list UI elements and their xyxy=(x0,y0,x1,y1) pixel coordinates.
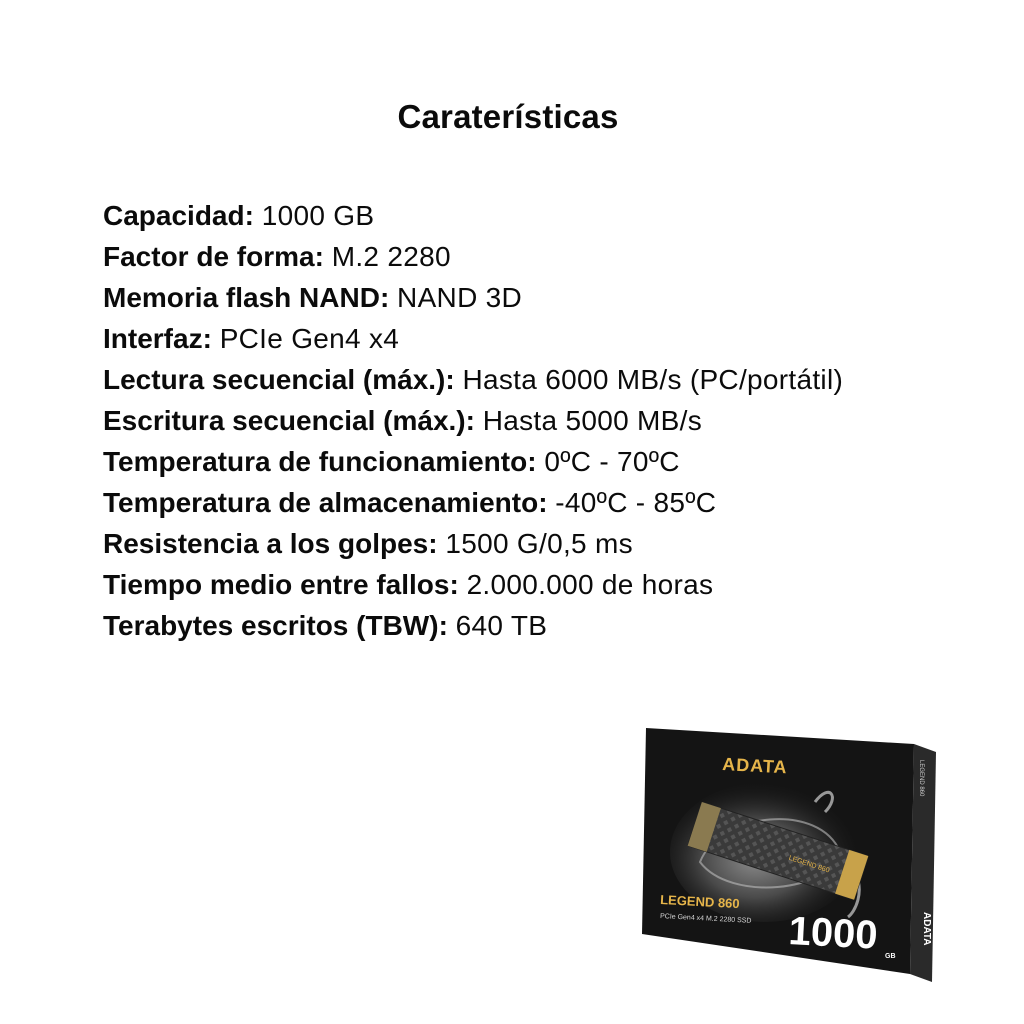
model-subtitle: PCIe Gen4 x4 M.2 2280 SSD xyxy=(659,913,752,925)
spec-label: Interfaz: xyxy=(103,323,212,354)
spec-value: Hasta 5000 MB/s xyxy=(482,405,703,436)
spec-label: Temperatura de almacenamiento: xyxy=(103,487,548,518)
spec-value: 2.000.000 de horas xyxy=(466,569,714,600)
spec-label: Temperatura de funcionamiento: xyxy=(103,446,537,477)
spec-item xyxy=(103,523,883,564)
spec-item xyxy=(103,318,883,359)
spec-value: 640 TB xyxy=(455,610,548,641)
spec-value: M.2 2280 xyxy=(331,241,451,272)
spec-value: 0ºC - 70ºC xyxy=(544,446,680,477)
spec-item xyxy=(103,605,883,646)
spec-label: Tiempo medio entre fallos: xyxy=(103,569,459,600)
spec-item xyxy=(103,236,883,277)
spec-item xyxy=(103,195,883,236)
spec-label: Capacidad: xyxy=(103,200,254,231)
spec-value: Hasta 6000 MB/s (PC/portátil) xyxy=(462,364,844,395)
spec-item xyxy=(103,482,883,523)
spec-item xyxy=(103,564,883,605)
spec-item xyxy=(103,441,883,482)
product-box-image xyxy=(640,712,940,984)
spec-label: Escritura secuencial (máx.): xyxy=(103,405,475,436)
spec-label: Lectura secuencial (máx.): xyxy=(103,364,455,395)
spec-value: NAND 3D xyxy=(397,282,523,313)
spec-label: Resistencia a los golpes: xyxy=(103,528,438,559)
capacity-number: 1000 xyxy=(787,909,879,958)
ssd-label: LEGEND 860 xyxy=(787,854,831,875)
spec-value: -40ºC - 85ºC xyxy=(555,487,717,518)
spec-value: 1000 GB xyxy=(261,200,375,231)
spec-value: 1500 G/0,5 ms xyxy=(445,528,633,559)
page-title: Caraterísticas xyxy=(397,98,619,135)
spec-item xyxy=(103,359,883,400)
spec-item xyxy=(103,400,883,441)
capacity-unit: GB xyxy=(885,953,896,960)
spec-label: Factor de forma: xyxy=(103,241,324,272)
spec-value: PCIe Gen4 x4 xyxy=(219,323,400,354)
side-model: LEGEND 860 xyxy=(918,760,924,797)
spec-label: Memoria flash NAND: xyxy=(103,282,390,313)
brand-logo: ADATA xyxy=(721,754,789,778)
spec-list xyxy=(103,195,883,646)
spec-item xyxy=(103,277,883,318)
side-brand: ADATA xyxy=(921,912,932,946)
model-name: LEGEND 860 xyxy=(659,892,741,912)
spec-label: Terabytes escritos (TBW): xyxy=(103,610,448,641)
